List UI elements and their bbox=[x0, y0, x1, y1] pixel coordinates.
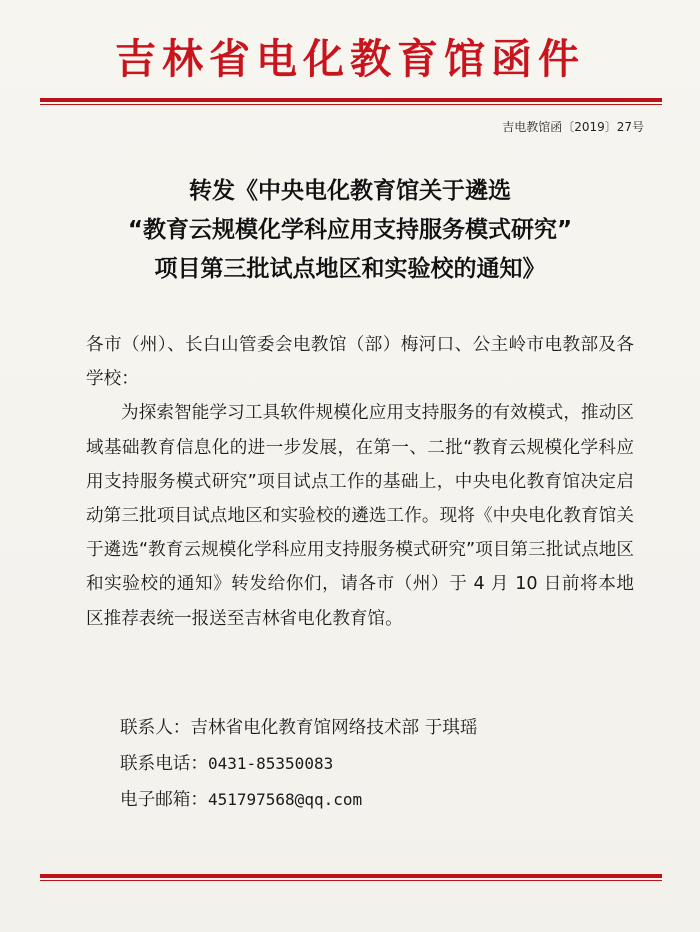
letterhead-rule-thick bbox=[40, 98, 662, 102]
contact-phone-value: 0431-85350083 bbox=[207, 754, 334, 773]
contact-person-value: 吉林省电化教育馆网络技术部 于琪瑶 bbox=[190, 718, 478, 738]
footer-rule-thin bbox=[40, 880, 662, 881]
body-paragraph: 为探索智能学习工具软件规模化应用支持服务的有效模式，推动区域基础教育信息化的进一步发展，在第一、二批“教育云规模化学科应用支持服务模式研究”项目试点工作的基础上，中央电化教育馆决定启动第三批项目试点地区和实验校的遴选工作。现将《中央电化教育馆关于遴选“教育云规模化学科应用支持服务模式研究”项目第三批试点地区和实验校的通知》转发给你们，请各市（州）于 4 月 10 日前将本地区推荐表统一报送至吉林省电化教育馆。 bbox=[86, 403, 634, 629]
letterhead-rule-thin bbox=[40, 104, 662, 105]
contact-email bbox=[120, 782, 478, 818]
document-body bbox=[86, 328, 634, 636]
footer-rule-thick bbox=[40, 874, 662, 878]
contact-email-value: 451797568@qq.com bbox=[207, 790, 363, 809]
contact-email-label: 电子邮箱： bbox=[120, 790, 208, 810]
contact-block bbox=[120, 710, 478, 818]
letterhead-title: 吉林省电化教育馆函件 bbox=[115, 35, 585, 83]
salutation: 各市（州）、长白山管委会电教馆（部）梅河口、公主岭市电教部及各学校： bbox=[86, 335, 634, 390]
contact-person bbox=[120, 710, 478, 746]
contact-phone-label: 联系电话： bbox=[120, 754, 208, 774]
contact-person-label: 联系人： bbox=[120, 718, 191, 738]
title-line-3: 项目第三批试点地区和实验校的通知》 bbox=[154, 256, 546, 282]
contact-phone bbox=[120, 746, 478, 782]
document-number: 吉电教馆函〔2019〕27号 bbox=[502, 120, 644, 134]
document-title bbox=[0, 172, 700, 289]
title-line-1: 转发《中央电化教育馆关于遴选 bbox=[189, 178, 511, 204]
title-line-2: “教育云规模化学科应用支持服务模式研究” bbox=[127, 217, 573, 243]
